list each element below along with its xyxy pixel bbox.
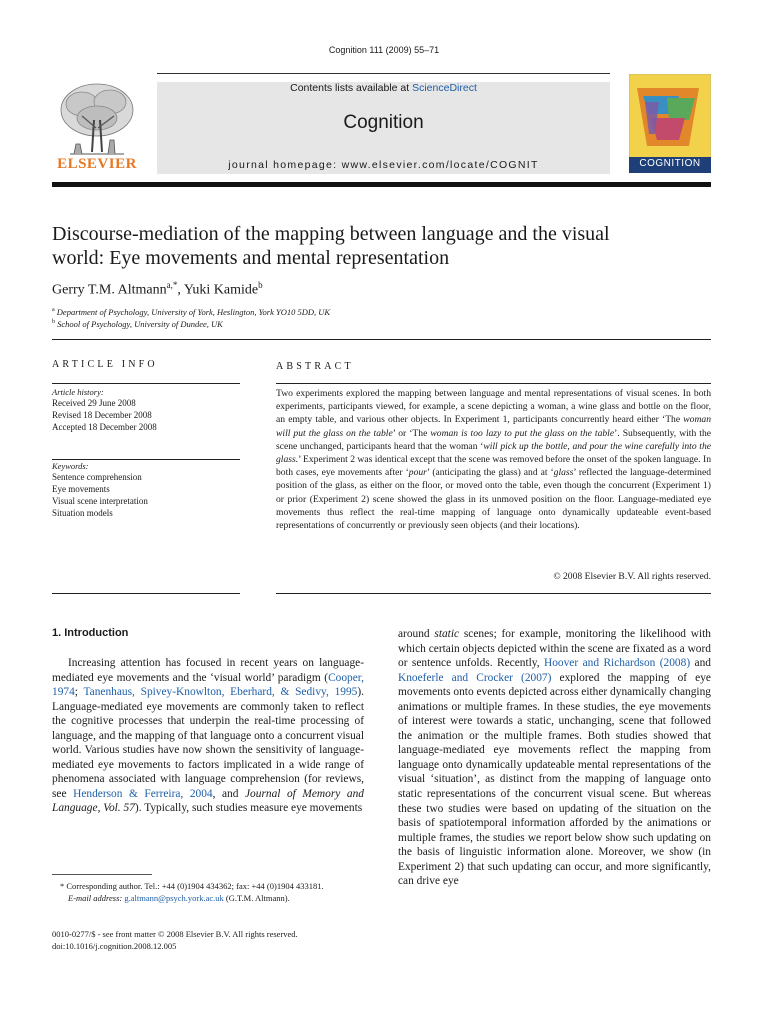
title-line-1: Discourse-mediation of the mapping between language and the visual — [52, 223, 610, 245]
abstract-copyright: © 2008 Elsevier B.V. All rights reserved. — [553, 571, 711, 582]
affiliation-mark: a — [52, 307, 55, 314]
author-separator: , — [177, 282, 184, 298]
citation-link[interactable]: Knoeferle and Crocker (2007) — [398, 671, 552, 684]
author-list — [52, 280, 263, 299]
abstract-rule — [276, 383, 711, 384]
journal-cover-image — [629, 74, 711, 173]
affiliation-mark: b — [52, 319, 55, 326]
corresponding-author-note — [52, 880, 364, 904]
contents-available-line — [157, 82, 610, 94]
history-accepted: Accepted 18 December 2008 — [52, 422, 157, 432]
article-info-bottom-rule — [52, 593, 240, 594]
article-info-heading: ARTICLE INFO — [52, 359, 158, 370]
author-name: Yuki Kamide — [183, 282, 259, 298]
history-received: Received 29 June 2008 — [52, 398, 136, 408]
keyword-item[interactable]: Sentence comprehension — [52, 472, 142, 482]
journal-name: Cognition — [343, 112, 424, 133]
keyword-item[interactable]: Visual scene interpretation — [52, 496, 148, 506]
journal-citation: Cognition 111 (2009) 55–71 — [328, 45, 440, 55]
intro-paragraph: Increasing attention has focused in recent years on language-mediated eye movements and the ‘visual world’ paradigm (Cooper, 1974; Tanenhaus, Spivey-Knowlton, Eberhard, & Sedivy, 1995). Language-mediated eye movements are commonly taken to reflect the cognitive processes that underpin the real-time processing of language, and the mapping of that language onto a concurrent visual world. Various studies have now shown the sensitivity of language-mediated eye movements to factors implicated in a wide range of phenomena associated with language comprehension (for reviews, see Henderson & Ferreira, 2004, and Journal of Memory and Language, Vol. 57). Typically, such studies measure eye movements — [52, 657, 365, 815]
article-history — [52, 387, 240, 433]
footnote-rule — [52, 874, 152, 875]
elsevier-wordmark: ELSEVIER — [57, 156, 137, 172]
cover-label: COGNITION — [639, 158, 701, 169]
section-divider — [52, 339, 711, 340]
affiliation-text: Department of Psychology, University of York, Heslington, York YO10 5DD, UK — [56, 307, 331, 317]
section-heading: 1. Introduction — [52, 627, 129, 639]
contents-prefix: Contents lists available at — [290, 82, 413, 94]
affiliation-a — [52, 307, 330, 317]
body-right-column — [398, 627, 711, 889]
keyword-item[interactable]: Eye movements — [52, 484, 110, 494]
intro-paragraph-continued: around static scenes; for example, monitoring the likelihood with which certain objects depicted within the scene are fixated as a word or sentence unfolds. Recently, Hoover and Richardson (2008) and Knoeferle and Crocker (2007) explored the mapping of eye movements onto events depicted across either dynamically changing animations or multiple frames. In these studies, the eye movements of interest were towards a static, unchanging, scene that followed the animation or the multiple frames. Both studies showed that language-mediated eye movements reflect the mapping from language onto dynamically updateable mental representations of the visual ‘situation’, as distinct from the mapping of language onto static representations of the concurrent visual scene. But whereas these two studies were based on updating of the situation on the basis of spatiotemporal information afforded by the animations or multiple frames, the studies we report below show such updating on the basis of linguistic information alone. Moreover, we show (in Experiment 2) that such updating can occur, and more significantly, can drive eye — [398, 628, 711, 888]
author-affiliation-mark[interactable]: a,* — [166, 280, 178, 290]
author-affiliation-mark[interactable]: b — [258, 280, 263, 290]
doi-text[interactable]: doi:10.1016/j.cognition.2008.12.005 — [52, 941, 177, 951]
citation-link[interactable]: Hoover and Richardson (2008) — [544, 657, 691, 670]
article-title — [52, 222, 712, 270]
email-line: E-mail address: g.altmann@psych.york.ac.uk (G.T.M. Altmann). — [68, 893, 290, 903]
keywords-rule — [52, 459, 240, 460]
history-label: Article history: — [52, 387, 104, 397]
body-left-column — [52, 656, 364, 816]
sciencedirect-link[interactable]: ScienceDirect — [412, 82, 477, 94]
header-thick-rule — [52, 182, 711, 187]
affiliation-text: School of Psychology, University of Dundee, UK — [57, 319, 223, 329]
abstract-bottom-rule — [276, 593, 711, 594]
header-top-rule — [157, 73, 610, 74]
keyword-item[interactable]: Situation models — [52, 508, 113, 518]
journal-homepage[interactable]: journal homepage: www.elsevier.com/locate/COGNIT — [228, 159, 539, 171]
citation-link[interactable]: Cooper, 1974 — [52, 671, 364, 699]
abstract-heading: ABSTRACT — [276, 361, 354, 372]
history-revised: Revised 18 December 2008 — [52, 410, 152, 420]
abstract-text: Two experiments explored the mapping between language and mental representations of visual scenes. In both experiments, participants viewed, for example, a scene depicting a woman, a wine glass and bottle on the floor, an empty table, and various other objects. In Experiment 1, participants concurrently heard either ‘The woman will put the glass on the table’ or ‘The woman is too lazy to put the glass on the table’. Subsequently, with the scene unchanged, participants heard that the woman ‘will pick up the bottle, and pour the wine carefully into the glass.’ Experiment 2 was identical except that the scene was removed before the onset of the spoken language. In both cases, eye movements after ‘pour’ (anticipating the glass) and at ‘glass’ reflected the language-determined position of the glass, as either on the floor, or moved onto the table, even though the concurrent (Experiment 1) or prior (Experiment 2) scene showed the glass in its unmoved position on the floor. Language-mediated eye movements thus reflect the real-time mapping of language onto dynamically updateable event-based representations of concurrently or previously seen objects (and their locations). — [276, 388, 712, 532]
email-link[interactable]: g.altmann@psych.york.ac.uk — [124, 893, 224, 903]
keywords-block — [52, 461, 240, 519]
citation-link[interactable]: Henderson & Ferreira, 2004 — [73, 787, 213, 800]
affiliation-b — [52, 319, 223, 329]
article-info-rule — [52, 383, 240, 384]
front-matter-text: 0010-0277/$ - see front matter © 2008 Elsevier B.V. All rights reserved. — [52, 929, 298, 939]
keywords-label: Keywords: — [52, 461, 89, 471]
citation-link[interactable]: Tanenhaus, Spivey-Knowlton, Eberhard, & Sedivy, 1995 — [83, 686, 358, 699]
front-matter-note — [52, 928, 412, 952]
corresponding-text: * Corresponding author. Tel.: +44 (0)1904 434362; fax: +44 (0)1904 433181. — [60, 881, 324, 891]
title-line-2: world: Eye movements and mental representation — [52, 247, 450, 269]
author-name: Gerry T.M. Altmann — [52, 282, 167, 298]
